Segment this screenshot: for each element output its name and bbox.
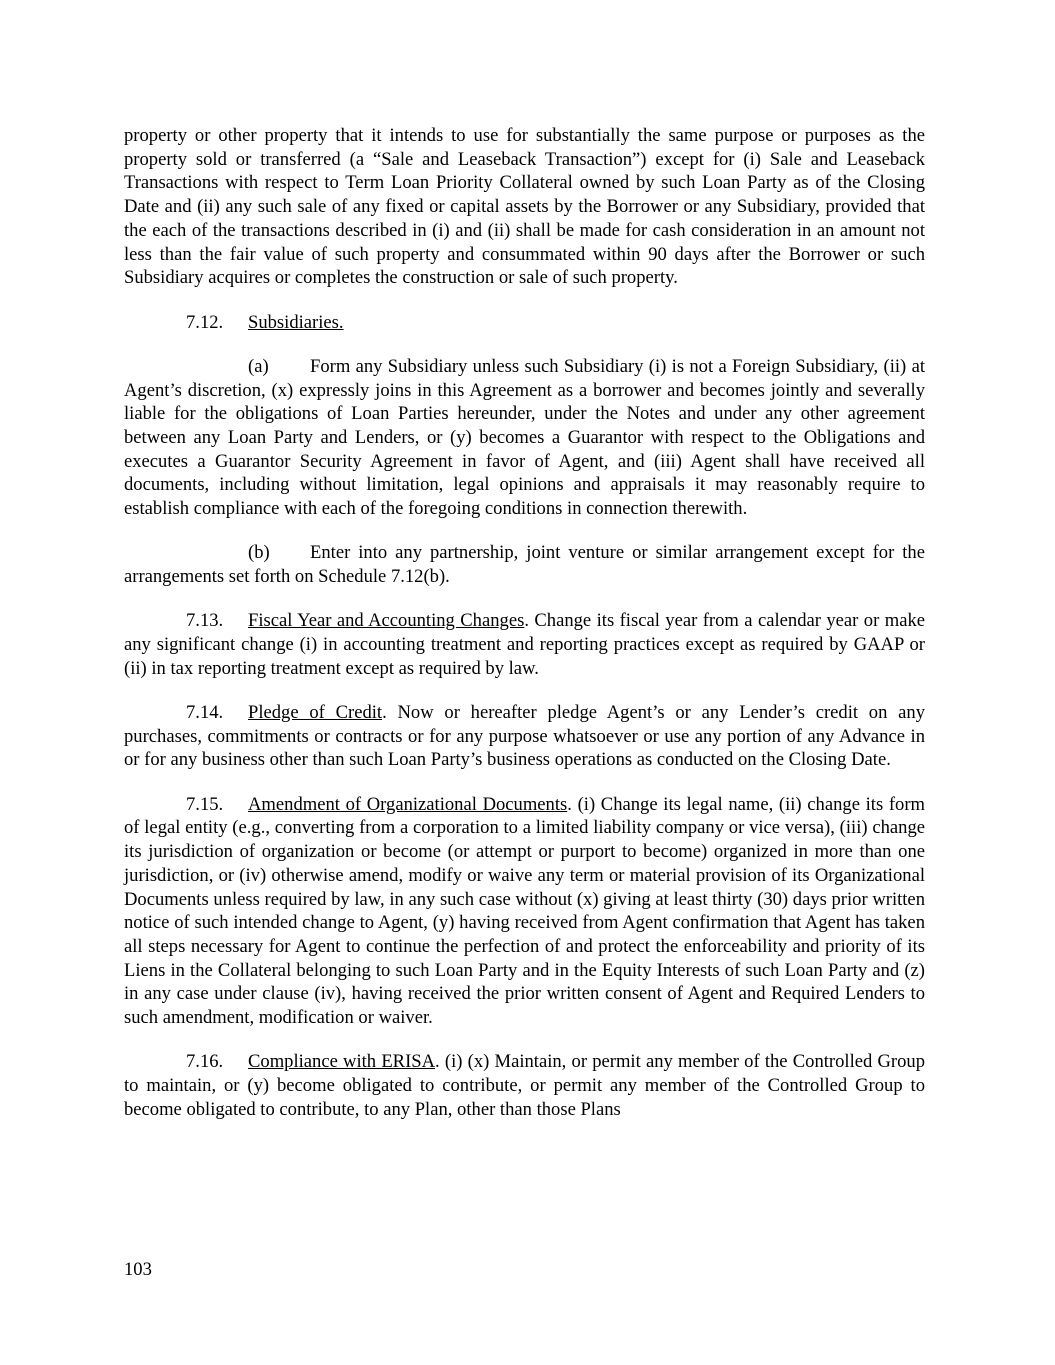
section-number: 7.12. — [186, 311, 224, 333]
clause-text: Enter into any partnership, joint venture or similar arrangement except for the arrangements set forth on Schedule 7.12(b). — [124, 542, 925, 588]
section-7-15 — [124, 793, 925, 1030]
clause-text: Form any Subsidiary unless such Subsidiary (i) is not a Foreign Subsidiary, (ii) at Agent’s discretion, (x) expressly joins in this Agreement as a borrower and becomes jointly and severally liable for the obligations of Loan Parties hereunder, under the Notes and under any other agreement between any Loan Party and Lenders, or (y) becomes a Guarantor with respect to the Obligations and executes a Guarantor Security Agreement in favor of Agent, and (iii) Agent shall have received all documents, including without limitation, legal opinions and appraisals it may reasonably require to establish compliance with each of the foregoing conditions in connection therewith. — [124, 355, 925, 520]
document-page — [124, 124, 925, 1142]
section-number: 7.15. — [186, 793, 224, 815]
section-text: . (i) (x) Maintain, or permit any member of the Controlled Group to maintain, or (y) become obligated to contribute, or permit any member of the Controlled Group to become obligated to contribute, to any Plan, other than those Plans — [124, 1051, 926, 1120]
intro-text: property or other property that it intends to use for substantially the same purpose or purposes as the property sold or transferred (a “Sale and Leaseback Transaction”) except for (i) Sale and Leaseback Transactions with respect to Term Loan Priority Collateral owned by such Loan Party as of the Closing Date and (ii) any such sale of any fixed or capital assets by the Borrower or any Subsidiary, provided that the each of the transactions described in (i) and (ii) shall be made for cash consideration in an amount not less than the fair value of such property and consummated within 90 days after the Borrower or such Subsidiary acquires or completes the construction or sale of such property. — [124, 125, 925, 289]
section-number: 7.13. — [186, 610, 224, 632]
section-title: Fiscal Year and Accounting Changes — [248, 610, 525, 632]
section-7-13 — [124, 609, 925, 680]
section-text: . Now or hereafter pledge Agent’s or any Lender’s credit on any purchases, commitments or contracts or for any purpose whatsoever or use any portion of any Advance in or for any business other than such Loan Party’s business operations as conducted on the Closing Date. — [124, 702, 925, 771]
section-title: Amendment of Organizational Documents — [248, 793, 568, 815]
section-title: Subsidiaries. — [248, 311, 344, 333]
section-title: Compliance with ERISA — [248, 1051, 436, 1073]
section-7-16 — [124, 1050, 925, 1121]
section-title: Pledge of Credit — [248, 702, 383, 724]
section-number: 7.14. — [186, 702, 224, 724]
section-7-12-heading — [186, 311, 925, 335]
section-7-12-b — [124, 541, 925, 588]
clause-label: (b) — [248, 542, 270, 564]
section-text: . (i) Change its legal name, (ii) change its form of legal entity (e.g., converting from a corporation to a limited liability company or vice versa), (iii) change its jurisdiction of organization or become (or attempt or purport to become) organized in more than one jurisdiction, or (iv) otherwise amend, modify or waive any term or material provision of its Organizational Documents unless required by law, in any such case without (x) giving at least thirty (30) days prior written notice of such intended change to Agent, (y) having received from Agent confirmation that Agent has taken all steps necessary for Agent to continue the perfection of and protect the enforceability and priority of its Liens in the Collateral belonging to such Loan Party and in the Equity Interests of such Loan Party and (z) in any case under clause (iv), having received the prior written consent of Agent and Required Lenders to such amendment, modification or waiver. — [124, 793, 926, 1029]
section-number: 7.16. — [186, 1051, 224, 1073]
section-text: . Change its fiscal year from a calendar year or make any significant change (i) in accounting treatment and reporting practices except as required by GAAP or (ii) in tax reporting treatment except as required by law. — [124, 610, 925, 679]
section-7-14 — [124, 701, 925, 772]
section-7-12-a — [124, 355, 925, 521]
clause-label: (a) — [248, 355, 269, 377]
intro-paragraph — [124, 124, 925, 290]
page-number: 103 — [124, 1259, 152, 1280]
